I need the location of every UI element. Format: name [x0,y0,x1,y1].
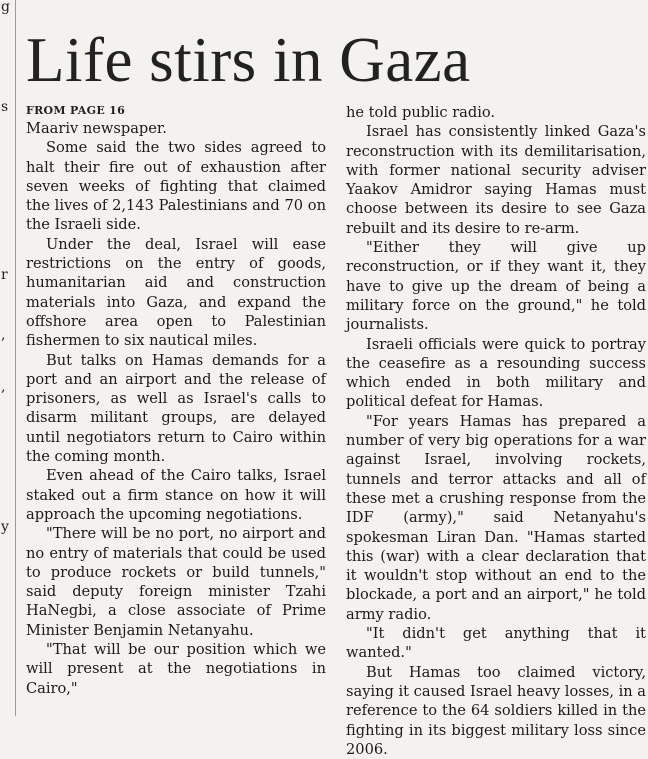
continuation-kicker: FROM PAGE 16 [26,104,126,117]
column-divider [15,0,16,716]
paragraph: Maariv newspaper. [26,120,167,137]
prev-col-fragment: g [1,0,10,15]
paragraph: Israeli officials were quick to portray the ceasefire as a resounding success which ended in both military and political defeat for Hamas. [346,335,646,411]
prev-col-fragment: s [1,99,9,115]
previous-column-edge [0,0,12,716]
paragraph: Under the deal, Israel will ease restrictions on the entry of goods, humanitarian aid and construction materials into Gaza, and expand the offshore area open to Palestinian fishermen to six nautical miles. [26,235,326,350]
article-headline: Life stirs in Gaza [26,25,471,95]
paragraph: "That will be our position which we will present at the negotiations in Cairo," [26,641,326,697]
paragraph: But Hamas too claimed victory, saying it caused Israel heavy losses, in a reference to the 64 soldiers killed in the fighting in its biggest military loss since 2006. [346,663,647,758]
paragraph: Some said the two sides agreed to halt their fire out of exhaustion after seven weeks of fighting that claimed the lives of 2,143 Palestinians and 70 on the Israeli side. [26,139,326,234]
paragraph: Even ahead of the Cairo talks, Israel staked out a firm stance on how it will approach the upcoming negotiations. [26,467,326,523]
paragraph: "Either they will give up reconstruction, or if they want it, they have to give up the dream of being a military force on the ground," he told journalists. [346,239,646,334]
prev-col-fragment: , [1,379,6,395]
prev-col-fragment: r [1,267,8,283]
paragraph: "It didn't get anything that it wanted." [346,625,646,662]
paragraph: "There will be no port, no airport and no entry of materials that could be used to produce rockets or build tunnels," said deputy foreign minister Tzahi HaNegbi, a close associate of Prime Minister Benjamin Netanyahu. [26,525,326,639]
prev-col-fragment: , [1,327,6,343]
paragraph: But talks on Hamas demands for a port and an airport and the release of prisoners, as well as Israel's calls to disarm militant groups, are delayed until negotiators return to Cairo within the coming month. [26,351,326,466]
prev-col-fragment: y [1,519,9,535]
article-column-right [346,103,647,758]
paragraph: "For years Hamas has prepared a number of very big operations for a war against Israel, involving rockets, tunnels and terror attacks and all of these met a crushing response from the IDF (army)," said Netanyahu's spokesman Liran Dan. "Hamas started this (war) with a clear declaration that it wouldn't stop without an end to the blockade, a port and an airport," he told army radio. [346,412,646,623]
article-column-left [26,103,326,716]
paragraph: he told public radio. [346,104,496,121]
paragraph: Israel has consistently linked Gaza's reconstruction with its demilitarisation, with former national security adviser Yaakov Amidror saying Hamas must choose between its desire to see Gaza rebuilt and its desire to re-arm. [346,123,646,237]
